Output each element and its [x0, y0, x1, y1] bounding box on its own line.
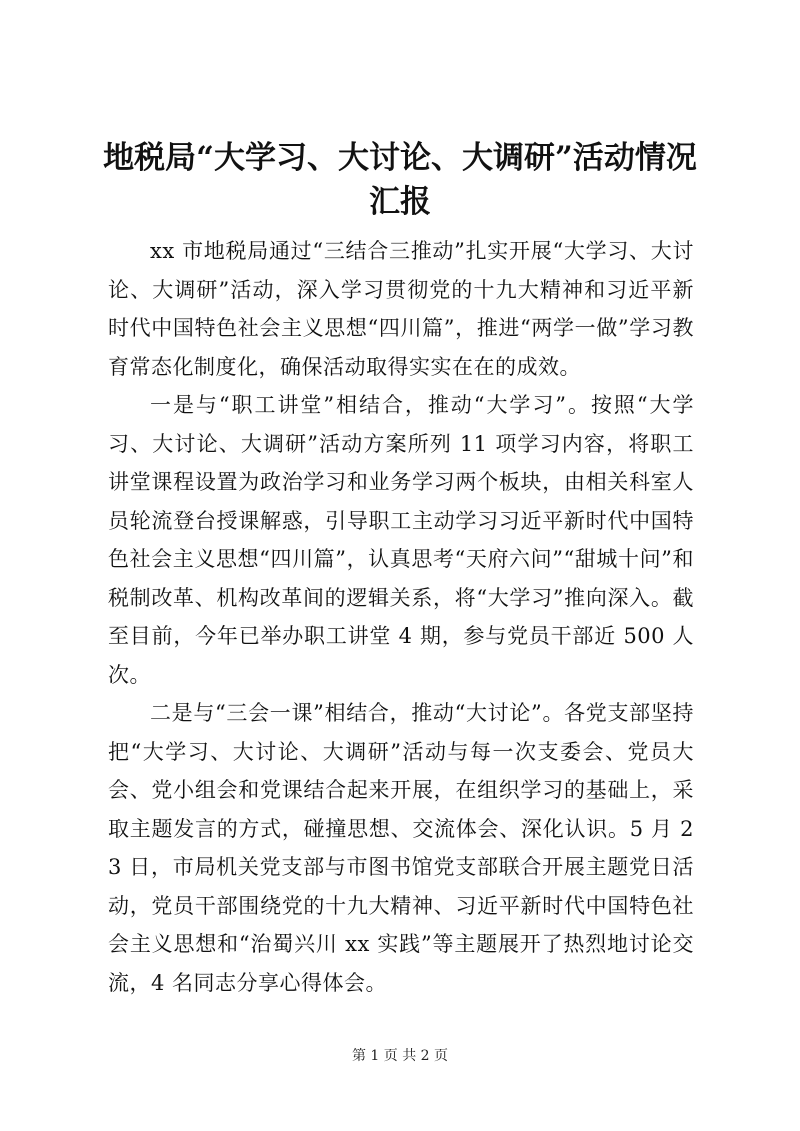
document-body [108, 232, 694, 1002]
paragraph-point-1: 一是与“职工讲堂”相结合，推动“大学习”。按照“大学习、大讨论、大调研”活动方案所列 11 项学习内容，将职工讲堂课程设置为政治学习和业务学习两个板块，由相关科室人员轮流登台授课解惑，引导职工主动学习习近平新时代中国特色社会主义思想“四川篇”，认真思考“天府六问”“甜城十问”和税制改革、机构改革间的逻辑关系，将“大学习”推向深入。截至目前，今年已举办职工讲堂 4 期，参与党员干部近 500 人次。 [108, 393, 694, 687]
page-footer: 第 1 页 共 2 页 [351, 1048, 449, 1064]
document-title [100, 136, 700, 224]
paragraph-point-2: 二是与“三会一课”相结合，推动“大讨论”。各党支部坚持把“大学习、大讨论、大调研”活动与每一次支委会、党员大会、党小组会和党课结合起来开展，在组织学习的基础上，采取主题发言的方式，碰撞思想、交流体会、深化认识。5 月 23 日，市局机关党支部与市图书馆党支部联合开展主题党日活动，党员干部围绕党的十九大精神、习近平新时代中国特色社会主义思想和“治蜀兴川 xx 实践”等主题展开了热烈地讨论交流，4 名同志分享心得体会。 [108, 701, 694, 995]
title-line-1: 地税局“大学习、大讨论、大调研”活动情况 [103, 140, 697, 176]
paragraph-intro: xx 市地税局通过“三结合三推动”扎实开展“大学习、大讨论、大调研”活动，深入学习贯彻党的十九大精神和习近平新时代中国特色社会主义思想“四川篇”，推进“两学一做”学习教育常态化制度化，确保活动取得实实在在的成效。 [108, 239, 694, 379]
title-line-2: 汇报 [369, 184, 431, 220]
